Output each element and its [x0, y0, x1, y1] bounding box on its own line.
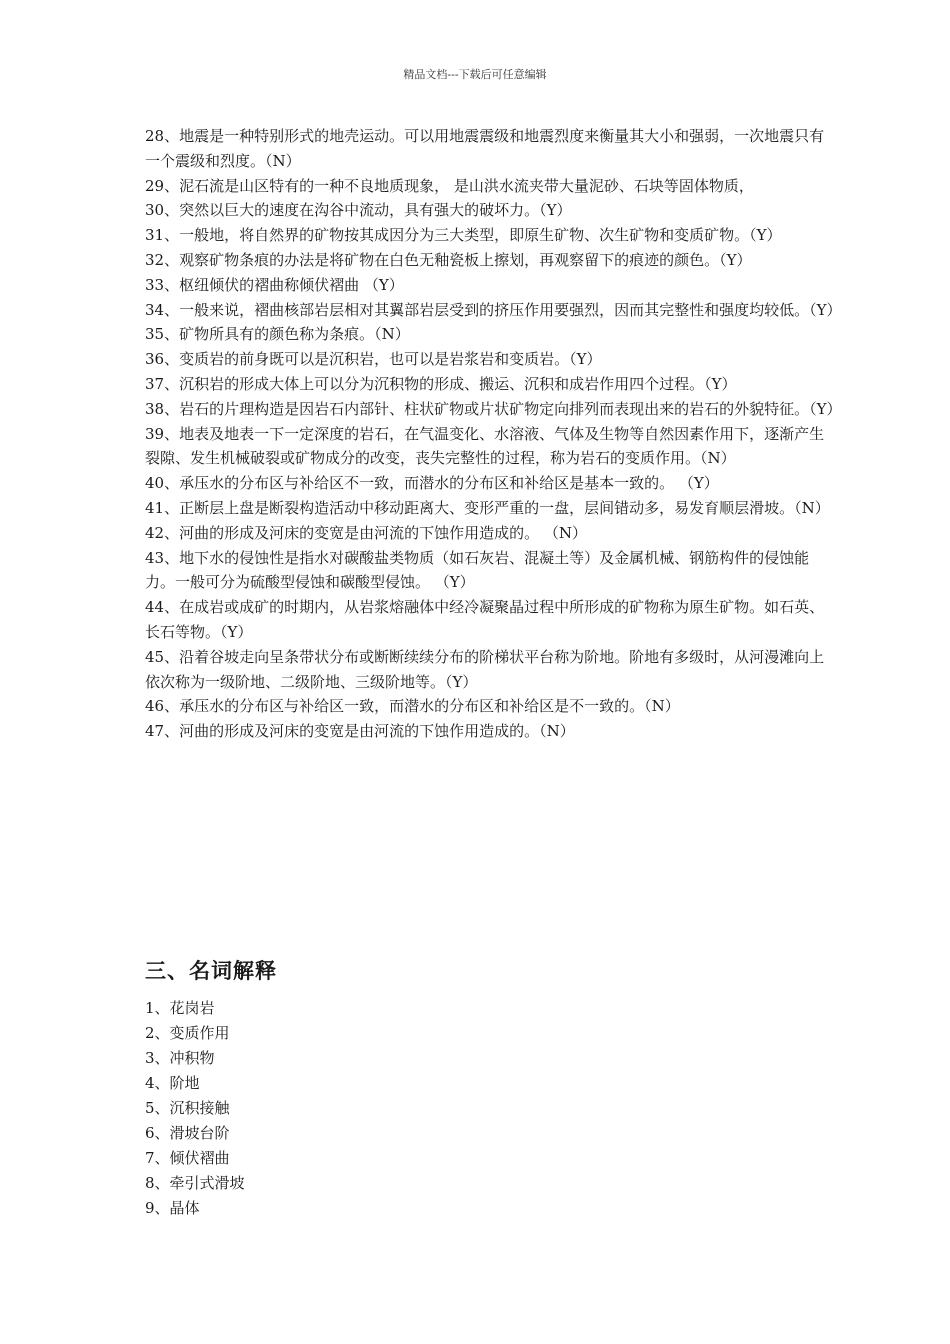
section-title: 三、名词解释 — [145, 958, 277, 983]
statement-47: 47、河曲的形成及河床的变宽是由河流的下蚀作用造成的。（N） — [145, 722, 575, 741]
term-item: 6、滑坡台阶 — [145, 1124, 230, 1142]
statement-35: 35、矿物所具有的颜色称为条痕。（N） — [145, 325, 410, 344]
statement-38: 38、岩石的片理构造是因岩石内部针、柱状矿物或片状矿物定向排列而表现出来的岩石的外貌特征。（Y） — [145, 399, 842, 418]
statement-30: 30、突然以巨大的速度在沟谷中流动，具有强大的破坏力。（Y） — [145, 201, 572, 220]
term-item: 4、阶地 — [145, 1074, 200, 1092]
page-header: 精品文档---下载后可任意编辑 — [403, 68, 547, 81]
statement-45: 45、沿着谷坡走向呈条带状分布或断断续续分布的阶梯状平台称为阶地。阶地有多级时，从河漫滩向上依次称为一级阶地、二级阶地、三级阶地等。（Y） — [145, 647, 825, 691]
statement-40: 40、承压水的分布区与补给区不一致，而潜水的分布区和补给区是基本一致的。 （Y） — [145, 474, 719, 493]
statement-33: 33、枢纽倾伏的褶曲称倾伏褶曲 （Y） — [145, 275, 404, 294]
statement-41: 41、正断层上盘是断裂构造活动中移动距离大、变形严重的一盘，层间错动多，易发育顺层滑坡。（N） — [145, 498, 830, 517]
statement-42: 42、河曲的形成及河床的变宽是由河流的下蚀作用造成的。 （N） — [145, 523, 587, 542]
statement-28: 28、地震是一种特别形式的地壳运动。可以用地震震级和地震烈度来衡量其大小和强弱，一次地震只有一个震级和烈度。（N） — [145, 127, 825, 170]
term-item: 8、牵引式滑坡 — [145, 1174, 245, 1192]
term-item: 3、冲积物 — [145, 1049, 215, 1067]
statement-44: 44、在成岩或成矿的时期内，从岩浆熔融体中经冷凝聚晶过程中所形成的矿物称为原生矿物。如石英、长石等物。（Y） — [145, 598, 825, 641]
statement-37: 37、沉积岩的形成大体上可以分为沉积物的形成、搬运、沉积和成岩作用四个过程。（Y） — [145, 374, 737, 393]
statement-43: 43、地下水的侵蚀性是指水对碳酸盐类物质（如石灰岩、混凝土等）及金属机械、钢筋构件的侵蚀能力。一般可分为硫酸型侵蚀和碳酸型侵蚀。 （Y） — [145, 548, 810, 592]
statement-31: 31、一般地，将自然界的矿物按其成因分为三大类型，即原生矿物、次生矿物和变质矿物。（Y） — [145, 226, 782, 245]
statement-46: 46、承压水的分布区与补给区一致，而潜水的分布区和补给区是不一致的。（N） — [145, 697, 680, 716]
statement-39: 39、地表及地表一下一定深度的岩石，在气温变化、水溶液、气体及生物等自然因素作用下，逐渐产生裂隙、发生机械破裂或矿物成分的改变，丧失完整性的过程，称为岩石的变质作用。（N） — [145, 424, 825, 468]
statement-32: 32、观察矿物条痕的办法是将矿物在白色无釉瓷板上擦划，再观察留下的痕迹的颜色。（Y） — [145, 250, 752, 269]
statement-29: 29、泥石流是山区特有的一种不良地质现象， 是山洪水流夹带大量泥砂、石块等固体物质， — [145, 176, 754, 195]
term-item: 7、倾伏褶曲 — [145, 1149, 230, 1167]
statement-34: 34、一般来说，褶曲核部岩层相对其翼部岩层受到的挤压作用要强烈，因而其完整性和强度均较低。（Y） — [145, 300, 842, 319]
term-item: 9、晶体 — [145, 1199, 200, 1217]
term-item: 5、沉积接触 — [145, 1099, 230, 1117]
statement-36: 36、变质岩的前身既可以是沉积岩，也可以是岩浆岩和变质岩。（Y） — [145, 350, 602, 369]
term-item: 1、花岗岩 — [145, 999, 215, 1017]
term-item: 2、变质作用 — [145, 1024, 230, 1042]
true-false-list — [145, 124, 842, 744]
term-list — [145, 996, 245, 1221]
